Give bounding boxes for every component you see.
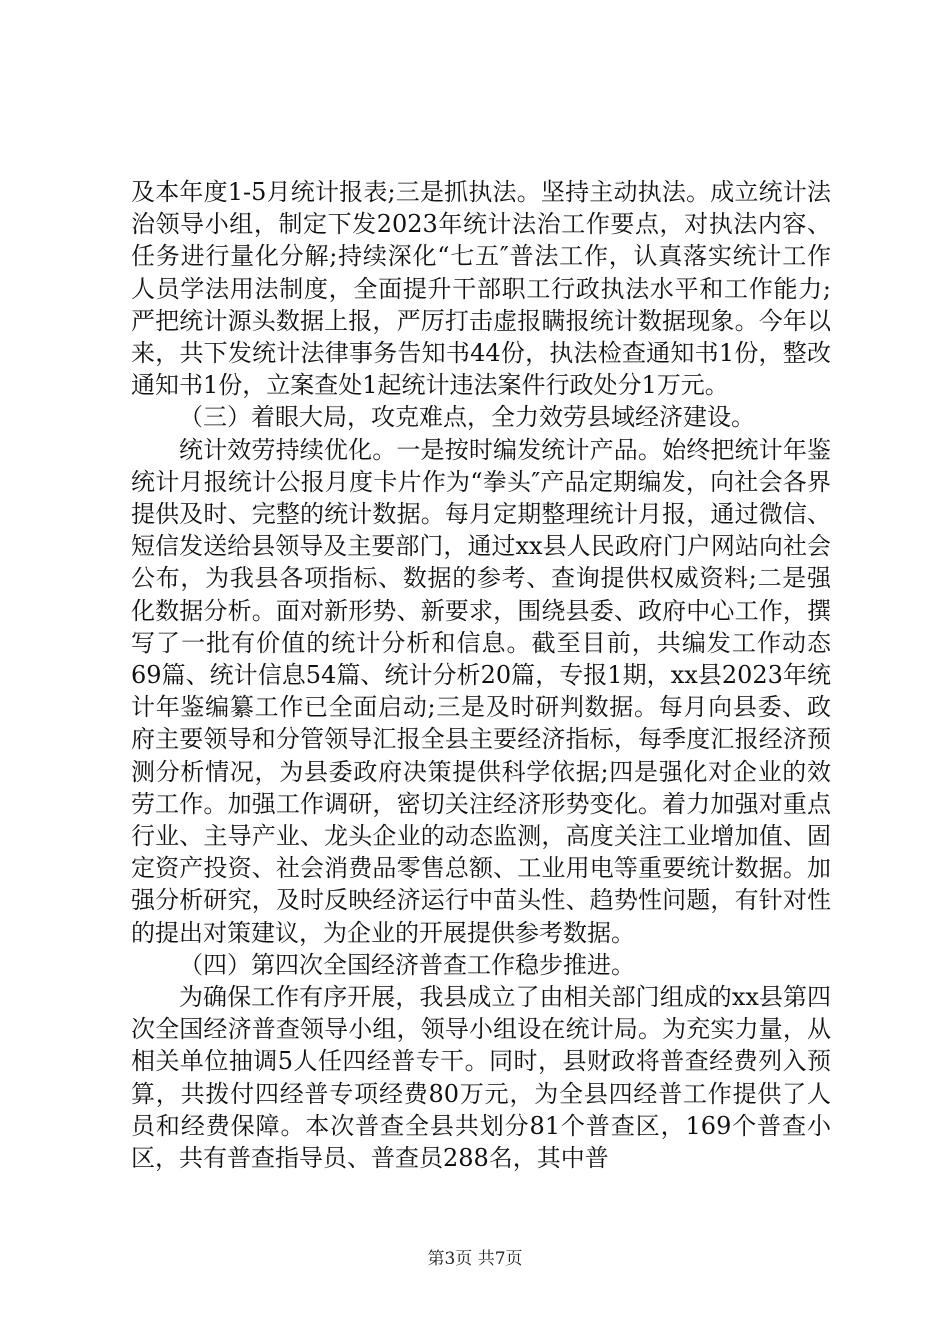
body-text	[131, 176, 831, 1174]
section-heading-4: （四）第四次全国经济普查工作稳步推进。	[179, 950, 635, 979]
paragraph-3: 为确保工作有序开展，我县成立了由相关部门组成的xx县第四次全国经济普查领导小组，领导小组设在统计局。为充实力量，从相关单位抽调5人任四经普专干。同时，县财政将普查经费列入预算，共拨付四经普专项经费80万元，为全县四经普工作提供了人员和经费保障。本次普查全县共划分81个普查区，169个普查小区，共有普查指导员、普查员288名，其中普	[131, 983, 831, 1173]
paragraph-2: 统计效劳持续优化。一是按时编发统计产品。始终把统计年鉴统计月报统计公报月度卡片作为“拳头″产品定期编发，向社会各界提供及时、完整的统计数据。每月定期整理统计月报，通过微信、短信发送给县领导及主要部门，通过xx县人民政府门户网站向社会公布，为我县各项指标、数据的参考、查询提供权威资料;二是强化数据分析。面对新形势、新要求，围绕县委、政府中心工作，撰写了一批有价值的统计分析和信息。截至目前，共编发工作动态69篇、统计信息54篇、统计分析20篇，专报1期，xx县2023年统计年鉴编纂工作已全面启动;三是及时研判数据。每月向县委、政府主要领导和分管领导汇报全县主要经济指标，每季度汇报经济预测分析情况，为县委政府决策提供科学依据;四是强化对企业的效劳工作。加强工作调研，密切关注经济形势变化。着力加强对重点行业、主导产业、龙头企业的动态监测，高度关注工业增加值、固定资产投资、社会消费品零售总额、工业用电等重要统计数据。加强分析研究，及时反映经济运行中苗头性、趋势性问题，有针对性的提出对策建议，为企业的开展提供参考数据。	[131, 435, 831, 947]
page-number-footer: 第3页 共7页	[427, 1249, 523, 1269]
section-heading-3: （三）着眼大局，攻克难点，全力效劳县域经济建设。	[179, 403, 755, 432]
paragraph-1: 及本年度1-5月统计报表;三是抓执法。坚持主动执法。成立统计法治领导小组，制定下发2023年统计法治工作要点，对执法内容、任务进行量化分解;持续深化“七五″普法工作，认真落实统计工作人员学法用法制度，全面提升干部职工行政执法水平和工作能力;严把统计源头数据上报，严厉打击虚报瞒报统计数据现象。今年以来，共下发统计法律事务告知书44份，执法检查通知书1份，整改通知书1份，立案查处1起统计违法案件行政处分1万元。	[131, 178, 831, 400]
